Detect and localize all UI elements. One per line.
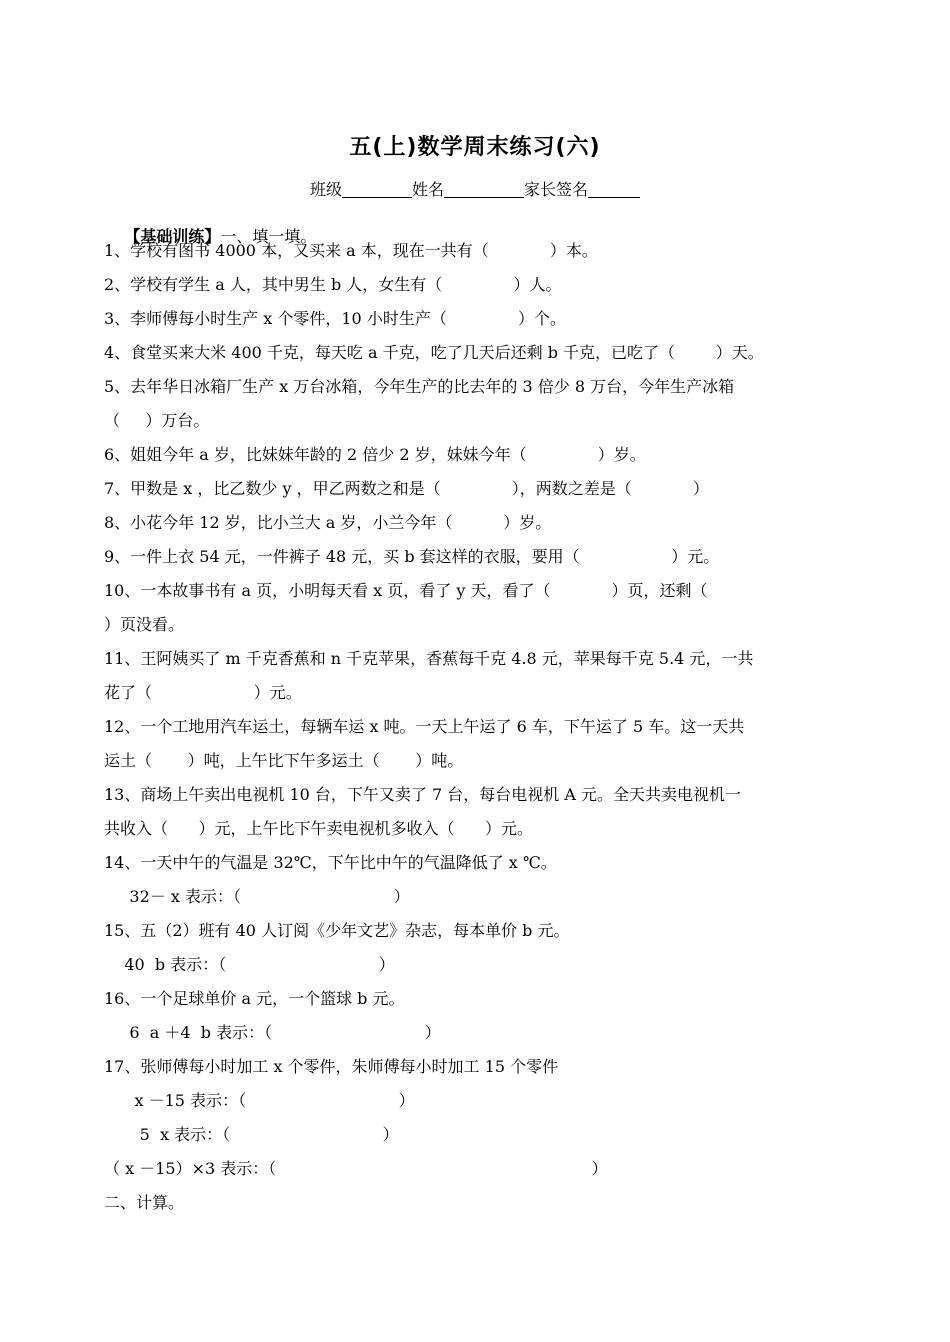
question-line: 9、一件上衣 54 元，一件裤子 48 元，买 b 套这样的衣服，要用（ ）元。 xyxy=(104,547,720,566)
question-line: 40 b 表示：（ ） xyxy=(104,955,395,974)
question-line: 5 x 表示：（ ） xyxy=(104,1125,399,1144)
question-line: 11、王阿姨买了 m 千克香蕉和 n 千克苹果，香蕉每千克 4.8 元，苹果每千克 5.4 元，一共 xyxy=(104,649,754,668)
question-line: 8、小花今年 12 岁，比小兰大 a 岁，小兰今年（ ）岁。 xyxy=(104,513,552,532)
question-line: 3、李师傅每小时生产 x 个零件，10 小时生产（ ）个。 xyxy=(104,309,567,328)
question-line: 6、姐姐今年 a 岁，比妹妹年龄的 2 倍少 2 岁，妹妹今年（ ）岁。 xyxy=(104,445,646,464)
question-line: 1、学校有图书 4000 本，又买来 a 本，现在一共有（ ）本。 xyxy=(104,241,598,260)
question-line: 运土（ ）吨，上午比下午多运土（ ）吨。 xyxy=(104,751,464,770)
question-line: 15、五（2）班有 40 人订阅《少年文艺》杂志，每本单价 b 元。 xyxy=(104,921,570,940)
question-line: 14、一天中午的气温是 32℃，下午比中午的气温降低了 x ℃。 xyxy=(104,853,557,872)
page-title: 五(上)数学周末练习(六) xyxy=(349,135,601,160)
question-line: 32－ x 表示：（ ） xyxy=(104,887,410,906)
question-line: （ ）万台。 xyxy=(104,411,210,430)
question-line: 5、去年华日冰箱厂生产 x 万台冰箱，今年生产的比去年的 3 倍少 8 万台，今年生产冰箱 xyxy=(104,377,735,396)
question-line: 10、一本故事书有 a 页，小明每天看 x 页，看了 y 天，看了（ ）页，还剩（ xyxy=(104,581,708,600)
section-heading-calc: 二、计算。 xyxy=(104,1193,185,1212)
question-line: 16、一个足球单价 a 元，一个篮球 b 元。 xyxy=(104,989,405,1008)
parent-signature-blank[interactable] xyxy=(588,181,640,198)
question-line: 6 a ＋4 b 表示：（ ） xyxy=(104,1023,441,1042)
student-info-line xyxy=(0,177,950,200)
question-line: 13、商场上午卖出电视机 10 台，下午又卖了 7 台，每台电视机 A 元。全天共卖电视机一 xyxy=(104,785,741,804)
name-blank[interactable] xyxy=(444,181,524,198)
class-blank[interactable] xyxy=(342,181,412,198)
question-line: 12、一个工地用汽车运土，每辆车运 x 吨。一天上午运了 6 车，下午运了 5 车。这一天共 xyxy=(104,717,745,736)
question-line: 4、食堂买来大米 400 千克，每天吃 a 千克，吃了几天后还剩 b 千克，已吃了（ ）天。 xyxy=(104,343,764,362)
name-label: 姓名 xyxy=(411,180,444,199)
section-title: 一、填一填。 xyxy=(220,227,317,246)
class-label: 班级 xyxy=(309,180,342,199)
parent-signature-label: 家长签名 xyxy=(524,180,589,199)
question-line: 2、学校有学生 a 人，其中男生 b 人，女生有（ ）人。 xyxy=(104,275,562,294)
question-line: 17、张师傅每小时加工 x 个零件，朱师傅每小时加工 15 个零件 xyxy=(104,1057,559,1076)
question-line: 7、甲数是 x ，比乙数少 y ，甲乙两数之和是（ ），两数之差是（ ） xyxy=(104,479,709,498)
question-line: ）页没看。 xyxy=(104,615,185,634)
question-line: 花了（ ）元。 xyxy=(104,683,302,702)
question-line: x －15 表示：（ ） xyxy=(104,1091,415,1110)
section-tag: 【基础训练】 xyxy=(124,227,221,246)
question-line: 共收入（ ）元，上午比下午卖电视机多收入（ ）元。 xyxy=(104,819,534,838)
question-line: （ x －15）×3 表示：（ ） xyxy=(104,1159,608,1178)
